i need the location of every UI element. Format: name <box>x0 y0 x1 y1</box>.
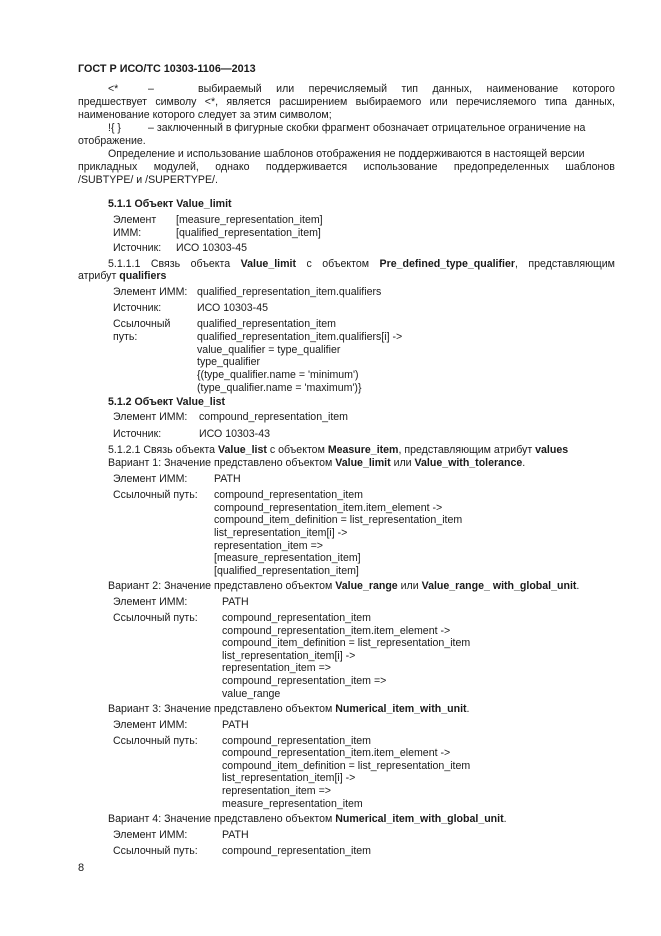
path-line: compound_representation_item => <box>222 675 387 687</box>
value-element-imm: PATH <box>214 473 241 485</box>
word: с <box>306 258 312 270</box>
variant-3-heading <box>108 703 470 715</box>
word: тип <box>401 83 418 95</box>
section-5-1-2-heading: 5.1.2 Объект Value_list <box>108 396 226 408</box>
variant-1-heading <box>108 457 525 469</box>
word: выбираемый <box>198 83 262 95</box>
value-element-imm: PATH <box>222 719 249 731</box>
punct: , <box>514 258 518 270</box>
path-line: list_representation_item[i] -> <box>222 650 356 662</box>
path-line: value_range <box>222 688 281 700</box>
intro-line1-rest <box>198 83 615 95</box>
path-line: qualified_representation_item <box>197 318 336 330</box>
word: прикладных <box>78 161 138 173</box>
label-element: Элемент <box>113 214 157 226</box>
text: . <box>466 703 470 715</box>
object-name: Numerical_item_with_unit <box>335 703 467 715</box>
word: объекта <box>190 258 231 270</box>
subsection-5-1-1-1-line2 <box>78 270 166 282</box>
value-element-imm: compound_representation_item <box>199 411 348 423</box>
word: использование <box>363 161 438 173</box>
label-path: путь: <box>113 331 138 343</box>
label-element-imm: Элемент ИММ: <box>113 829 188 841</box>
document-header: ГОСТ Р ИСО/ТС 10303-1106—2013 <box>78 63 256 75</box>
object-name: Value_list <box>218 444 267 456</box>
path-line: compound_representation_item <box>222 612 371 624</box>
path-line: compound_representation_item <box>214 489 363 501</box>
text: . <box>522 457 526 469</box>
subsection-5-1-1-1 <box>108 258 615 270</box>
text: . <box>576 580 580 592</box>
object-name: Value_limit <box>240 258 296 270</box>
word: наименование <box>486 83 559 95</box>
path-line: list_representation_item[i] -> <box>222 772 356 784</box>
text: Вариант 3: Значение представлено объектом <box>108 703 336 715</box>
word: Связь <box>150 258 181 270</box>
value-element-imm: qualified_representation_item.qualifiers <box>197 286 382 298</box>
text: или <box>397 580 422 592</box>
word: объектом <box>322 258 370 270</box>
object-name: Pre_defined_type_qualifier <box>379 258 515 270</box>
path-line: representation_item => <box>214 540 323 552</box>
path-line: representation_item => <box>222 785 331 797</box>
braces-description: – заключенный в фигурные скобки фрагмент обозначает отрицательное ограничение на <box>148 122 586 134</box>
path-line: compound_item_definition = list_representation_item <box>222 637 471 649</box>
value-element: [measure_representation_item] <box>176 214 323 226</box>
word: модулей, <box>153 161 199 173</box>
section-5-1-1-heading: 5.1.1 Объект Value_limit <box>108 198 232 210</box>
attribute-name: values <box>535 444 569 456</box>
path-line: (type_qualifier.name = 'maximum')} <box>197 382 362 394</box>
object-name: Value_range <box>335 580 398 592</box>
text: Вариант 1: Значение представлено объектом <box>108 457 336 469</box>
value-source: ИСО 10303-43 <box>199 428 270 440</box>
label-imm: ИММ: <box>113 227 142 239</box>
variant-2-heading <box>108 580 579 592</box>
path-line: representation_item => <box>222 662 331 674</box>
intro-line3: наименование которого следует за этим символом; <box>78 109 332 121</box>
subsection-number: 5.1.1.1 <box>108 258 141 270</box>
symbol-braces: !{ } <box>108 122 121 134</box>
label-element-imm: Элемент ИММ: <box>113 286 188 298</box>
word: предопределенных <box>453 161 549 173</box>
label-source: Источник: <box>113 428 162 440</box>
label-element-imm: Элемент ИММ: <box>113 473 188 485</box>
object-name: Numerical_item_with_global_unit <box>335 813 504 825</box>
label-element-imm: Элемент ИММ: <box>113 719 188 731</box>
path-line: compound_representation_item.item_element -> <box>222 747 451 759</box>
intro-p3-line2 <box>78 161 615 173</box>
page-number: 8 <box>78 862 85 874</box>
object-name: Value_limit <box>335 457 391 469</box>
word: данных, <box>432 83 473 95</box>
label-reference: Ссылочный <box>113 318 171 330</box>
word: однако <box>215 161 250 173</box>
text: с объектом <box>266 444 328 456</box>
object-name: Value_range_ with_global_unit <box>421 580 577 592</box>
intro-p2-line2: отображение. <box>78 135 146 147</box>
label-reference-path: Ссылочный путь: <box>113 735 198 747</box>
word: которого <box>572 83 615 95</box>
label-element-imm: Элемент ИММ: <box>113 596 188 608</box>
word: перечисляемый <box>308 83 388 95</box>
path-line: type_qualifier <box>197 356 261 368</box>
path-line: compound_representation_item.item_element -> <box>222 625 451 637</box>
path-line: compound_item_definition = list_representation_item <box>222 760 471 772</box>
path-line: measure_representation_item <box>222 798 363 810</box>
object-with-comma <box>380 258 518 270</box>
path-line: list_representation_item[i] -> <box>214 527 348 539</box>
label-source: Источник: <box>113 242 162 254</box>
text: 5.1.2.1 Связь объекта <box>108 444 218 456</box>
attribute-name: qualifiers <box>119 270 167 282</box>
intro-line2: предшествует символу <*, является расширением выбираемого или перечисляемого типа данных, <box>78 96 615 108</box>
path-line: compound_representation_item <box>222 735 371 747</box>
text: Вариант 2: Значение представлено объектом <box>108 580 336 592</box>
variant-4-heading <box>108 813 507 825</box>
text: . <box>503 813 507 825</box>
value-imm: [qualified_representation_item] <box>176 227 321 239</box>
label-source-2: Источник: <box>113 302 162 314</box>
path-line: value_qualifier = type_qualifier <box>197 344 341 356</box>
path-line: {(type_qualifier.name = 'minimum') <box>197 369 359 381</box>
dash: – <box>148 83 154 95</box>
text: или <box>390 457 415 469</box>
path-line: compound_representation_item.item_element -> <box>214 502 443 514</box>
word: или <box>276 83 295 95</box>
label-reference-path: Ссылочный путь: <box>113 845 198 857</box>
intro-p3-line1: Определение и использование шаблонов отображения не поддерживаются в настоящей версии <box>108 148 585 160</box>
path-line: compound_item_definition = list_representation_item <box>214 514 463 526</box>
text: атрибут <box>78 270 120 282</box>
text: Вариант 4: Значение представлено объектом <box>108 813 336 825</box>
value-source: ИСО 10303-45 <box>176 242 247 254</box>
path-line: [qualified_representation_item] <box>214 565 359 577</box>
word: поддерживается <box>265 161 348 173</box>
word: шаблонов <box>565 161 615 173</box>
object-name: Value_with_tolerance <box>414 457 523 469</box>
word: представляющим <box>528 258 615 270</box>
object-name: Measure_item <box>327 444 399 456</box>
label-reference-path: Ссылочный путь: <box>113 489 198 501</box>
label-element-imm: Элемент ИММ: <box>113 411 188 423</box>
path-line: qualified_representation_item.qualifiers[i] -> <box>197 331 403 343</box>
value-element-imm: PATH <box>222 829 249 841</box>
value-element-imm: PATH <box>222 596 249 608</box>
text: , представляющим атрибут <box>398 444 536 456</box>
path-line: [measure_representation_item] <box>214 552 361 564</box>
label-reference-path: Ссылочный путь: <box>113 612 198 624</box>
path-line: compound_representation_item <box>222 845 371 857</box>
intro-p3-line3: /SUBTYPE/ и /SUPERTYPE/. <box>78 174 218 186</box>
symbol-angle: <* <box>108 83 119 95</box>
value-source-2: ИСО 10303-45 <box>197 302 268 314</box>
subsection-5-1-2-1 <box>108 444 568 456</box>
